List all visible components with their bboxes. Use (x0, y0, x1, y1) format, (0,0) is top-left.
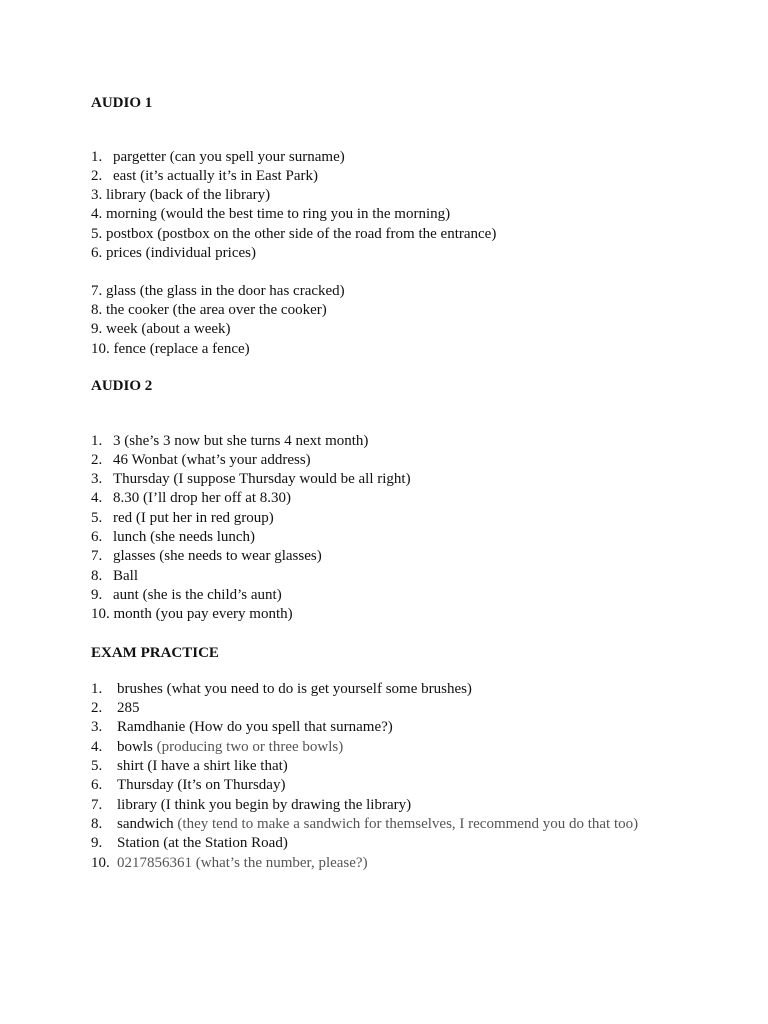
answer: red (113, 510, 133, 526)
answer: 3 (113, 433, 121, 449)
list-item: 7. glasses (she needs to wear glasses) (91, 548, 322, 564)
context: (postbox on the other side of the road from the entrance) (157, 226, 497, 242)
context: (she needs to wear glasses) (159, 548, 322, 564)
context: (I suppose Thursday would be all right) (173, 471, 411, 487)
list-item: 8. the cooker (the area over the cooker) (91, 302, 327, 318)
context: (what’s your address) (181, 452, 311, 468)
list-item: 2. 46 Wonbat (what’s your address) (91, 452, 311, 468)
context: (I put her in red group) (135, 510, 274, 526)
list-item: 2. east (it’s actually it’s in East Park) (91, 168, 318, 184)
answer: pargetter (113, 149, 167, 165)
list-item: 2. 285 (91, 700, 140, 716)
list-item: 4. morning (would the best time to ring you in the morning) (91, 206, 451, 222)
context: (the glass in the door has cracked) (139, 283, 345, 299)
answer: brushes (117, 681, 163, 697)
context: (what you need to do is get yourself some brushes) (166, 681, 472, 697)
context: (she is the child’s aunt) (142, 587, 282, 603)
answer: shirt (117, 758, 144, 774)
answer: aunt (113, 587, 139, 603)
answer: lunch (113, 529, 147, 545)
context: (replace a fence) (149, 341, 250, 357)
answer: Thursday (117, 777, 174, 793)
context: (it’s actually it’s in East Park) (140, 168, 318, 184)
answer: morning (106, 206, 157, 222)
list-item: 3. Ramdhanie (How do you spell that surname?) (91, 719, 393, 735)
context: (can you spell your surname) (169, 149, 345, 165)
list-item: 6. prices (individual prices) (91, 245, 256, 261)
context: (she’s 3 now but she turns 4 next month) (124, 433, 369, 449)
list-item: 10. month (you pay every month) (91, 606, 293, 622)
answer: bowls (117, 739, 153, 755)
answer: the cooker (106, 302, 169, 318)
context: (at the Station Road) (163, 835, 288, 851)
section-heading-audio-1: AUDIO 1 (91, 95, 153, 111)
answer: 46 Wonbat (113, 452, 178, 468)
answer: month (113, 606, 152, 622)
context: (I’ll drop her off at 8.30) (143, 490, 292, 506)
list-item: 10. fence (replace a fence) (91, 341, 250, 357)
answer: Ramdhanie (117, 719, 186, 735)
context: (what’s the number, please?) (195, 855, 368, 871)
list-item: 9. aunt (she is the child’s aunt) (91, 587, 282, 603)
list-item: 6. lunch (she needs lunch) (91, 529, 256, 545)
list-item: 4. bowls (producing two or three bowls) (91, 739, 344, 755)
answer: week (106, 321, 138, 337)
context: (they tend to make a sandwich for themselves, I recommend you do that too) (177, 816, 639, 832)
list-item: 10. 0217856361 (what’s the number, please?) (91, 855, 368, 871)
list-item: 7. glass (the glass in the door has cracked) (91, 283, 345, 299)
answer: library (106, 187, 146, 203)
list-item: 1. brushes (what you need to do is get yourself some brushes) (91, 681, 472, 697)
list-item: 1. 3 (she’s 3 now but she turns 4 next month) (91, 433, 369, 449)
list-item: 5. shirt (I have a shirt like that) (91, 758, 288, 774)
context: (back of the library) (149, 187, 271, 203)
context: (It’s on Thursday) (177, 777, 286, 793)
answer: 285 (117, 700, 140, 716)
list-item: 1. pargetter (can you spell your surname) (91, 149, 345, 165)
answer: Thursday (113, 471, 170, 487)
answer: 8.30 (113, 490, 140, 506)
answer: Station (117, 835, 160, 851)
answer: glass (106, 283, 136, 299)
answer: postbox (106, 226, 154, 242)
list-item: 5. postbox (postbox on the other side of the road from the entrance) (91, 226, 497, 242)
context: (would the best time to ring you in the morning) (160, 206, 451, 222)
list-item: 4. 8.30 (I’ll drop her off at 8.30) (91, 490, 292, 506)
context: (I have a shirt like that) (147, 758, 288, 774)
context: (about a week) (141, 321, 231, 337)
list-item: 6. Thursday (It’s on Thursday) (91, 777, 286, 793)
answer: prices (106, 245, 142, 261)
answer: fence (113, 341, 146, 357)
context: (you pay every month) (155, 606, 293, 622)
context: (I think you begin by drawing the library) (160, 797, 412, 813)
context: (the area over the cooker) (172, 302, 327, 318)
answer: 0217856361 (117, 855, 192, 871)
context: (How do you spell that surname?) (189, 719, 393, 735)
list-item: 8. sandwich (they tend to make a sandwich for themselves, I recommend you do that too) (91, 816, 639, 832)
list-item: 9. Station (at the Station Road) (91, 835, 288, 851)
answer: glasses (113, 548, 156, 564)
list-item: 5. red (I put her in red group) (91, 510, 274, 526)
context: (individual prices) (145, 245, 256, 261)
list-item: 7. library (I think you begin by drawing the library) (91, 797, 412, 813)
section-heading-audio-2: AUDIO 2 (91, 378, 153, 394)
section-heading-exam-practice: EXAM PRACTICE (91, 645, 219, 661)
context: (she needs lunch) (150, 529, 256, 545)
list-item: 9. week (about a week) (91, 321, 231, 337)
answer: Ball (113, 568, 138, 584)
answer: east (113, 168, 137, 184)
answer: library (117, 797, 157, 813)
list-item: 3. Thursday (I suppose Thursday would be all right) (91, 471, 411, 487)
context: (producing two or three bowls) (156, 739, 344, 755)
list-item: 8. Ball (91, 568, 138, 584)
answer: sandwich (117, 816, 174, 832)
list-item: 3. library (back of the library) (91, 187, 271, 203)
